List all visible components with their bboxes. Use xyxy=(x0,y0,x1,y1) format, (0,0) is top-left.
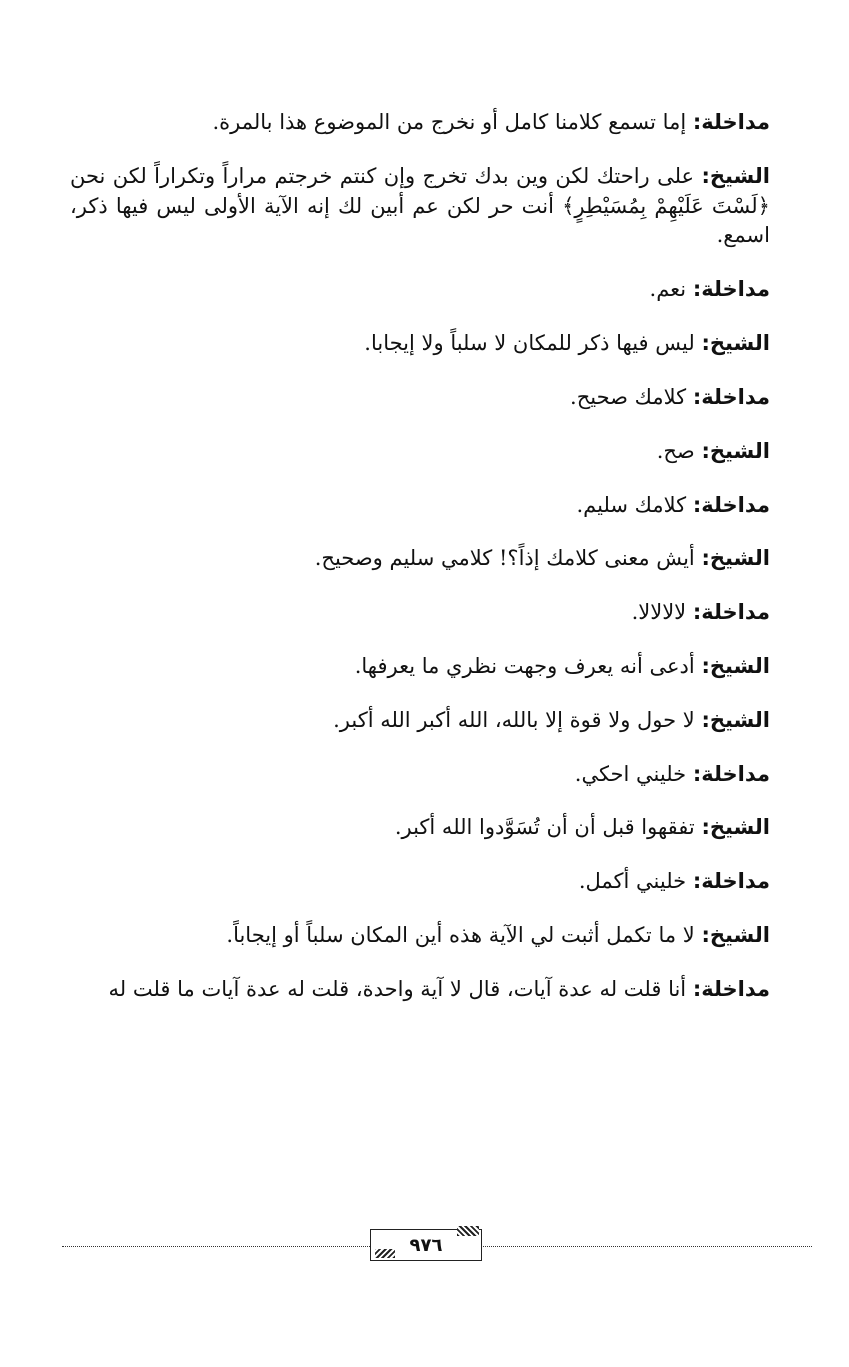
speaker-label: الشيخ: xyxy=(701,707,770,732)
dialogue-paragraph-15 xyxy=(70,921,770,951)
dialogue-paragraph-13 xyxy=(70,813,770,843)
speaker-label: مداخلة: xyxy=(692,976,770,1001)
dialogue-paragraph-16 xyxy=(70,975,770,1005)
dialogue-paragraph-9 xyxy=(70,598,770,628)
speech-text: كلامك سليم. xyxy=(576,492,693,517)
speaker-label: مداخلة: xyxy=(692,600,770,625)
speaker-label: الشيخ: xyxy=(701,438,770,463)
dialogue-paragraph-12 xyxy=(70,760,770,790)
speech-text: صح. xyxy=(656,438,702,463)
speech-text: لا ما تكمل أثبت لي الآية هذه أين المكان سلباً أو إيجاباً. xyxy=(226,923,702,947)
speaker-label: الشيخ: xyxy=(701,923,770,947)
dialogue-paragraph-2 xyxy=(70,162,770,251)
speech-text: لالالالا. xyxy=(631,600,693,625)
dialogue-paragraph-14 xyxy=(70,867,770,897)
dialogue-text xyxy=(70,108,770,1029)
speaker-label: مداخلة: xyxy=(692,492,770,517)
dialogue-paragraph-1 xyxy=(70,108,770,138)
speaker-label: الشيخ: xyxy=(701,163,770,188)
speaker-label: مداخلة: xyxy=(692,761,770,786)
speaker-label: الشيخ: xyxy=(701,546,770,571)
dialogue-paragraph-6 xyxy=(70,437,770,467)
speech-text: أدعى أنه يعرف وجهت نظري ما يعرفها. xyxy=(354,653,702,678)
speaker-label: مداخلة: xyxy=(692,110,770,134)
dialogue-paragraph-3 xyxy=(70,275,770,305)
quran-verse: ﴿لَسْتَ عَلَيْهِمْ بِمُسَيْطِرٍ﴾ xyxy=(562,193,770,218)
speech-text: لا حول ولا قوة إلا بالله، الله أكبر الله أكبر. xyxy=(333,707,702,732)
dialogue-paragraph-4 xyxy=(70,329,770,359)
speech-text: خليني احكي. xyxy=(574,761,693,786)
speech-text: تفقهوا قبل أن أن تُسَوَّدوا الله أكبر. xyxy=(394,815,702,840)
speaker-label: الشيخ: xyxy=(701,653,770,678)
dialogue-paragraph-10 xyxy=(70,652,770,682)
speech-text: ليس فيها ذكر للمكان لا سلباً ولا إيجابا. xyxy=(364,331,702,356)
ornament-icon xyxy=(375,1249,395,1258)
speech-text: كلامك صحيح. xyxy=(570,384,693,409)
speech-text: أنا قلت له عدة آيات، قال لا آية واحدة، قلت له عدة آيات ما قلت له xyxy=(108,976,693,1001)
dialogue-paragraph-8 xyxy=(70,544,770,574)
speech-text-continued: أنت حر لكن عم أبين لك إنه الآية الأولى ليس فيها ذكر، اسمع. xyxy=(70,193,770,248)
speech-text: خليني أكمل. xyxy=(578,869,693,894)
speaker-label: مداخلة: xyxy=(692,384,770,409)
dialogue-paragraph-7 xyxy=(70,491,770,521)
speech-text: أيش معنى كلامك إذاً؟! كلامي سليم وصحيح. xyxy=(314,546,702,571)
speaker-label: مداخلة: xyxy=(692,869,770,894)
speaker-label: الشيخ: xyxy=(701,331,770,356)
ornament-icon xyxy=(457,1226,479,1236)
speech-text: إما تسمع كلامنا كامل أو نخرج من الموضوع هذا بالمرة. xyxy=(212,110,693,134)
page-number-frame xyxy=(370,1229,482,1261)
speaker-label: الشيخ: xyxy=(701,815,770,840)
dialogue-paragraph-11 xyxy=(70,706,770,736)
dialogue-paragraph-5 xyxy=(70,383,770,413)
page-number: ٩٧٦ xyxy=(409,1234,443,1256)
speech-text: على راحتك لكن وين بدك تخرج وإن كنتم خرجتم مراراً وتكراراً لكن نحن xyxy=(70,163,702,188)
speech-text: نعم. xyxy=(649,277,693,302)
speaker-label: مداخلة: xyxy=(692,277,770,302)
